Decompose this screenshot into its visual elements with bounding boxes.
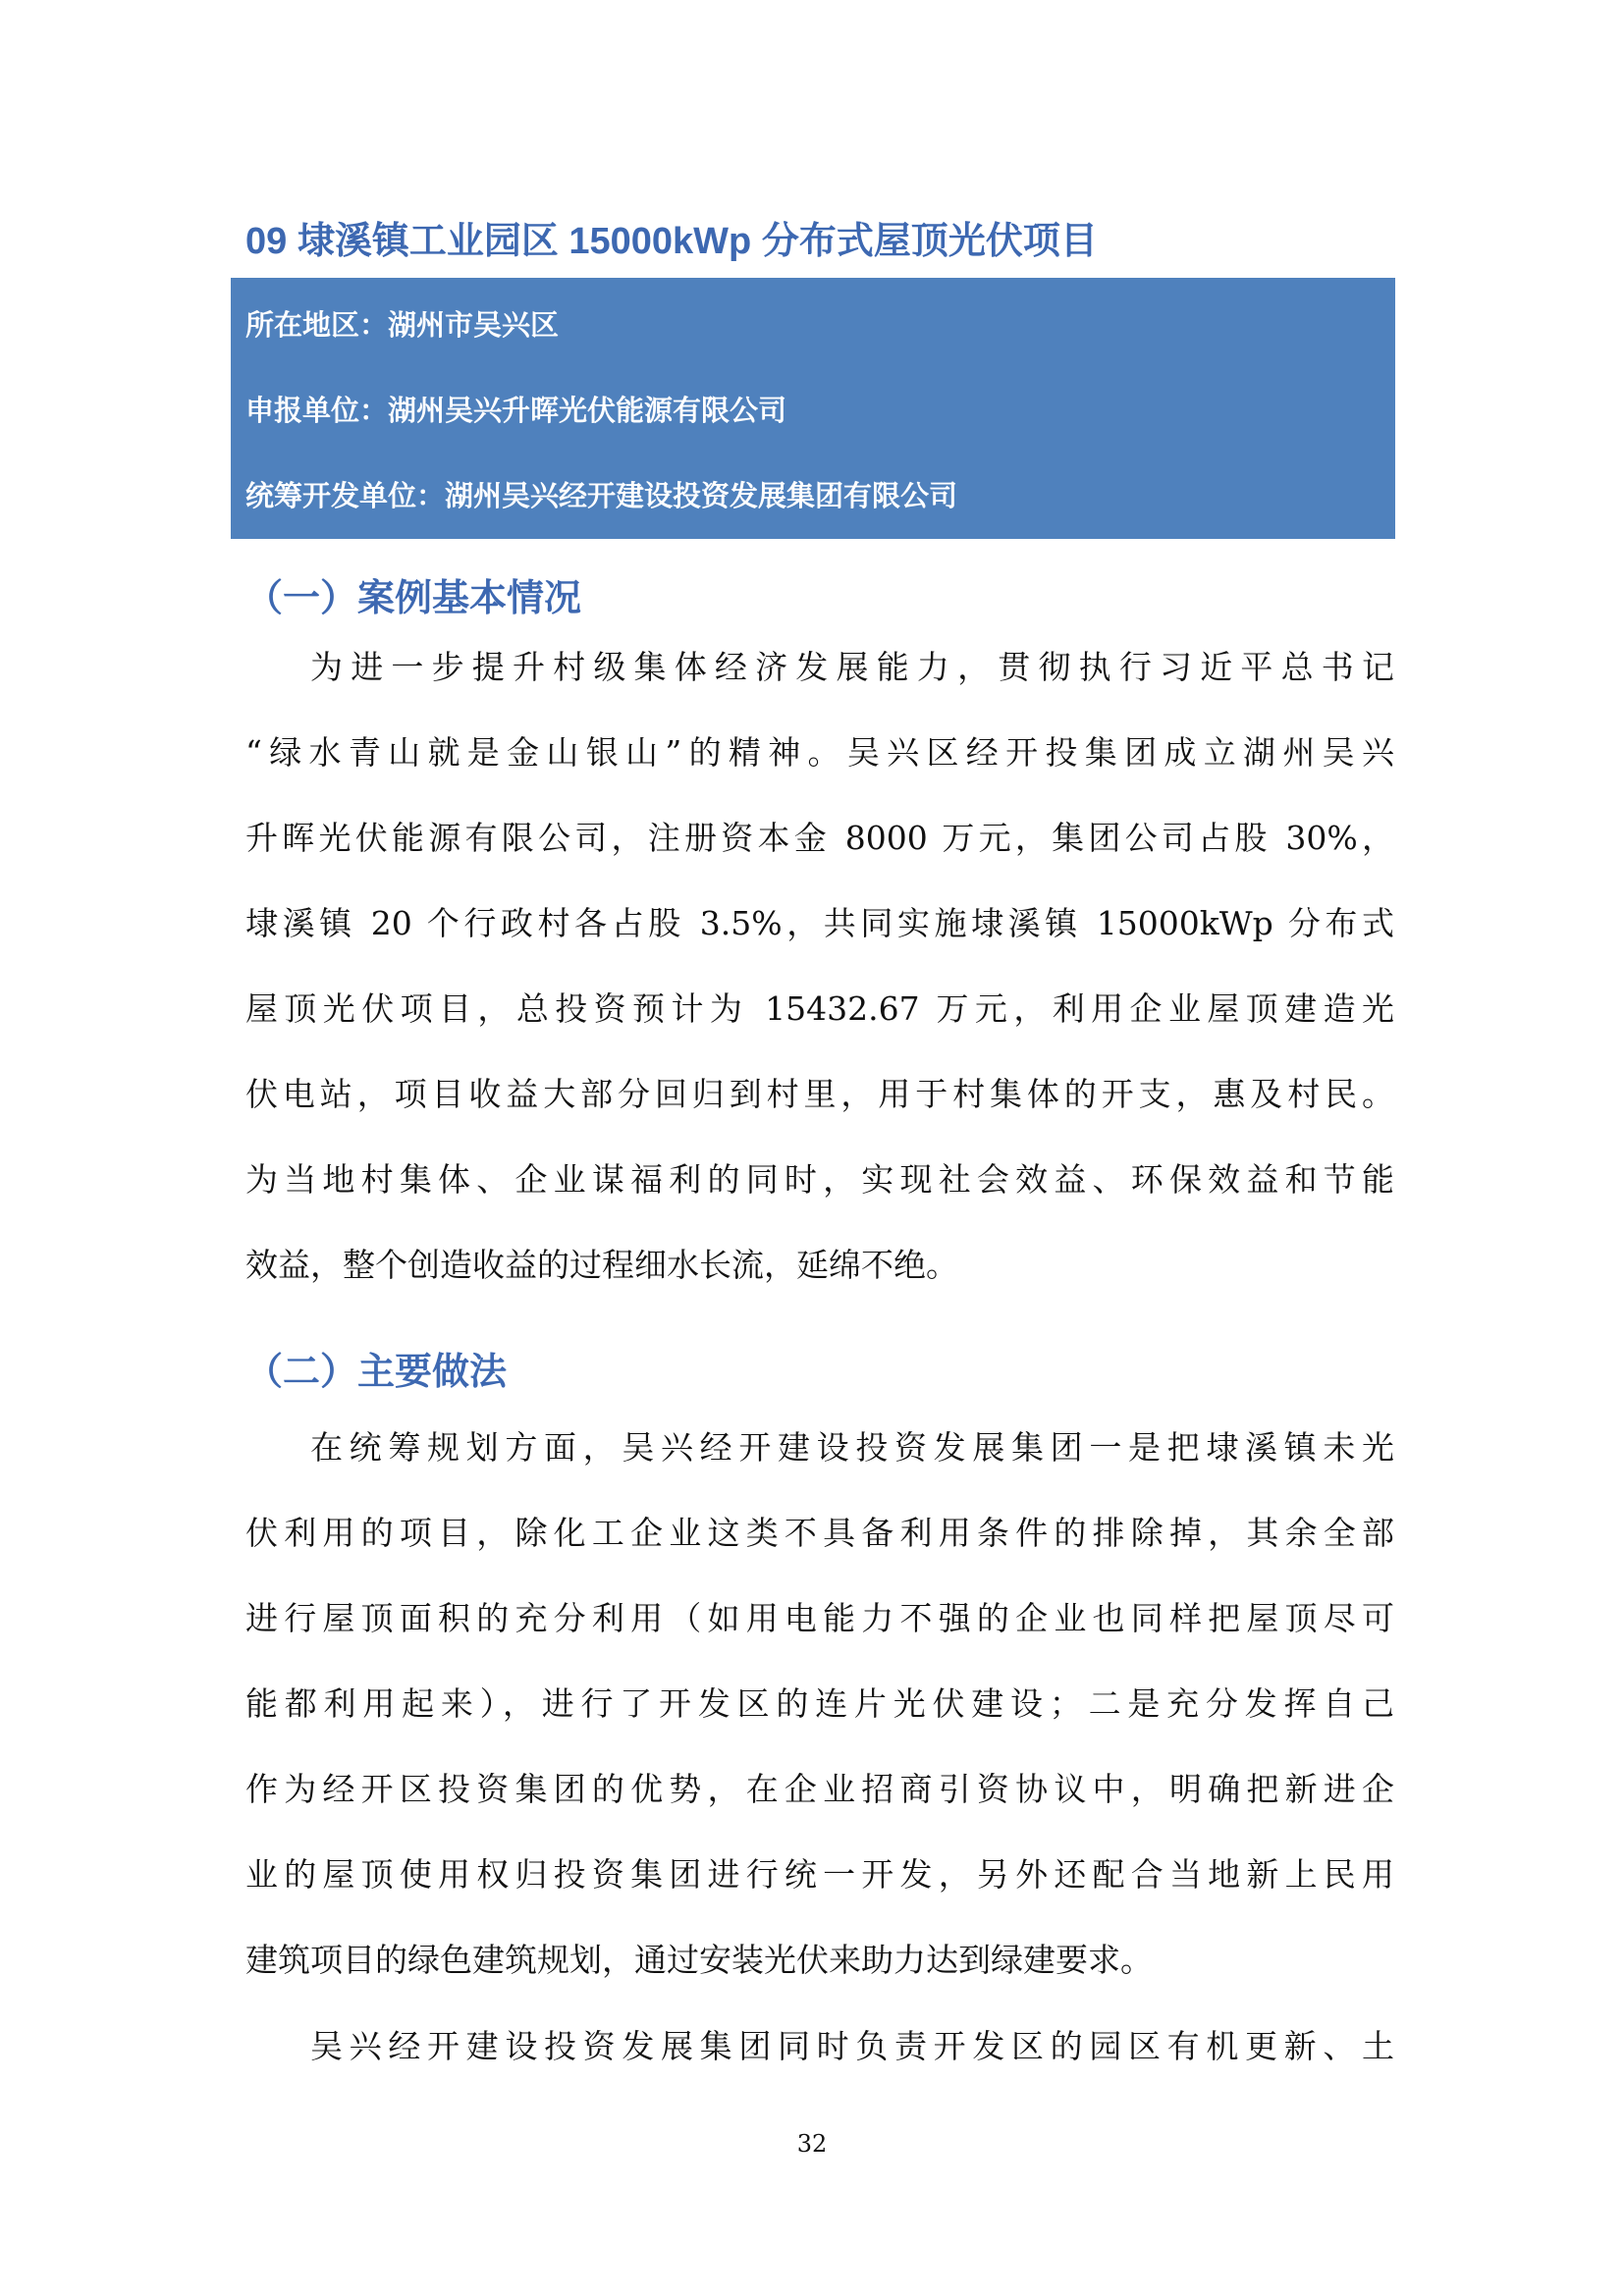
body-line: 伏利用的项目，除化工企业这类不具备利用条件的排除掉，其余全部	[245, 1514, 1394, 1552]
body-line: 为当地村集体、企业谋福利的同时，实现社会效益、环保效益和节能	[245, 1160, 1394, 1199]
body-line: 屋顶光伏项目，总投资预计为 15432.67 万元，利用企业屋顶建造光	[245, 989, 1394, 1028]
body-line: 在统筹规划方面，吴兴经开建设投资发展集团一是把埭溪镇未光	[310, 1428, 1394, 1467]
body-line: 能都利用起来），进行了开发区的连片光伏建设；二是充分发挥自己	[245, 1684, 1394, 1723]
body-line: “绿水青山就是金山银山”的精神。吴兴区经开投集团成立湖州吴兴	[245, 733, 1394, 772]
info-box-line-developer: 统筹开发单位：湖州吴兴经开建设投资发展集团有限公司	[245, 481, 958, 512]
section-heading-2: （二）主要做法	[245, 1352, 508, 1393]
body-line: 为进一步提升村级集体经济发展能力，贯彻执行习近平总书记	[310, 648, 1394, 686]
section-2-paragraph-1	[245, 1405, 1394, 2002]
body-line: 吴兴经开建设投资发展集团同时负责开发区的园区有机更新、土	[310, 2027, 1394, 2065]
body-line: 升晖光伏能源有限公司，注册资本金 8000 万元，集团公司占股 30%，	[245, 819, 1394, 857]
body-line: 建筑项目的绿色建筑规划，通过安装光伏来助力达到绿建要求。	[245, 1941, 1153, 1979]
info-box-line-applicant: 申报单位：湖州吴兴升晖光伏能源有限公司	[245, 396, 787, 427]
section-1-paragraph-1	[245, 624, 1394, 1308]
info-box-line-location: 所在地区：湖州市吴兴区	[245, 310, 560, 342]
body-line: 业的屋顶使用权归投资集团进行统一开发，另外还配合当地新上民用	[245, 1855, 1394, 1894]
section-heading-1: （一）案例基本情况	[245, 578, 582, 619]
section-2-paragraph-2	[245, 2003, 1394, 2089]
body-line: 进行屋顶面积的充分利用（如用电能力不强的企业也同样把屋顶尽可	[245, 1599, 1394, 1637]
info-box	[231, 278, 1395, 539]
body-line: 效益，整个创造收益的过程细水长流，延绵不绝。	[245, 1246, 958, 1284]
body-line: 埭溪镇 20 个行政村各占股 3.5%，共同实施埭溪镇 15000kWp 分布式	[245, 904, 1394, 942]
document-title: 09 埭溪镇工业园区 15000kWp 分布式屋顶光伏项目	[245, 221, 1098, 262]
body-line: 伏电站，项目收益大部分回归到村里，用于村集体的开支，惠及村民。	[245, 1075, 1394, 1113]
page-number: 32	[796, 2130, 828, 2158]
body-line: 作为经开区投资集团的优势，在企业招商引资协议中，明确把新进企	[245, 1770, 1394, 1808]
